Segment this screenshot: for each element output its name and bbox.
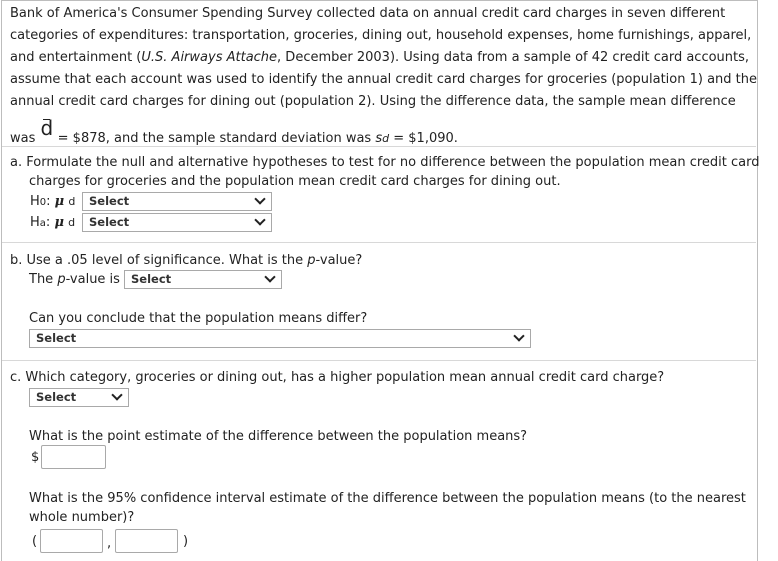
- open-paren: (: [32, 534, 38, 549]
- intro-line-5: annual credit card charges for dining out (population 2). Using the difference data, the sample mean difference: [10, 94, 736, 109]
- part-c-question: c. Which category, groceries or dining out, has a higher population mean annual credit card charge?: [10, 370, 665, 385]
- ha-label: Ha: μ d: [30, 215, 76, 230]
- comma: ,: [107, 536, 112, 551]
- intro-line-1: Bank of America's Consumer Spending Survey collected data on annual credit card charges in seven different: [10, 6, 726, 21]
- ci-upper-input[interactable]: [115, 529, 178, 553]
- dollar-sign: $: [31, 450, 40, 465]
- chevron-down-icon: [254, 214, 265, 225]
- part-a-question-line-1: a. Formulate the null and alternative hypotheses to test for no difference between the population mean credit card: [10, 155, 760, 170]
- ci-lower-input[interactable]: [40, 529, 103, 553]
- h0-label: H0: μ d: [30, 194, 76, 209]
- chevron-down-icon: [111, 389, 122, 400]
- chevron-down-icon: [254, 193, 265, 204]
- close-paren: ): [183, 534, 189, 549]
- d-bar-symbol: d: [40, 116, 54, 140]
- chevron-down-icon: [513, 330, 524, 341]
- intro-line-3: and entertainment (U.S. Airways Attache, December 2003). Using data from a sample of 42 credit card accounts,: [10, 50, 750, 65]
- conclude-question: Can you conclude that the population means differ?: [29, 311, 368, 326]
- h0-select[interactable]: Select: [82, 192, 272, 211]
- p-value-label: The p-value is: [29, 272, 120, 287]
- ci-question-line-1: What is the 95% confidence interval estimate of the difference between the population means (to the nearest: [29, 491, 746, 506]
- intro-line-4: assume that each account was used to identify the annual credit card charges for groceries (population 1) and the: [10, 72, 758, 87]
- part-a-question-line-2: charges for groceries and the population mean credit card charges for dining out.: [29, 174, 561, 189]
- ci-question-line-2: whole number)?: [29, 510, 135, 525]
- ha-select[interactable]: Select: [82, 213, 272, 232]
- p-value-select[interactable]: Select: [124, 270, 282, 289]
- intro-line-2: categories of expenditures: transportation, groceries, dining out, household expenses, home furnishings, apparel,: [10, 28, 752, 43]
- divider: [2, 242, 756, 243]
- category-select[interactable]: Select: [29, 388, 129, 407]
- conclude-select[interactable]: Select: [29, 329, 531, 348]
- point-estimate-input[interactable]: [41, 445, 106, 469]
- part-b-question: b. Use a .05 level of significance. What is the p-value?: [10, 253, 363, 268]
- chevron-down-icon: [264, 271, 275, 282]
- intro-line-6: was d = $878, and the sample standard deviation was sd = $1,090.: [10, 116, 458, 146]
- divider: [2, 146, 756, 147]
- point-estimate-question: What is the point estimate of the difference between the population means?: [29, 429, 528, 444]
- divider: [2, 360, 756, 361]
